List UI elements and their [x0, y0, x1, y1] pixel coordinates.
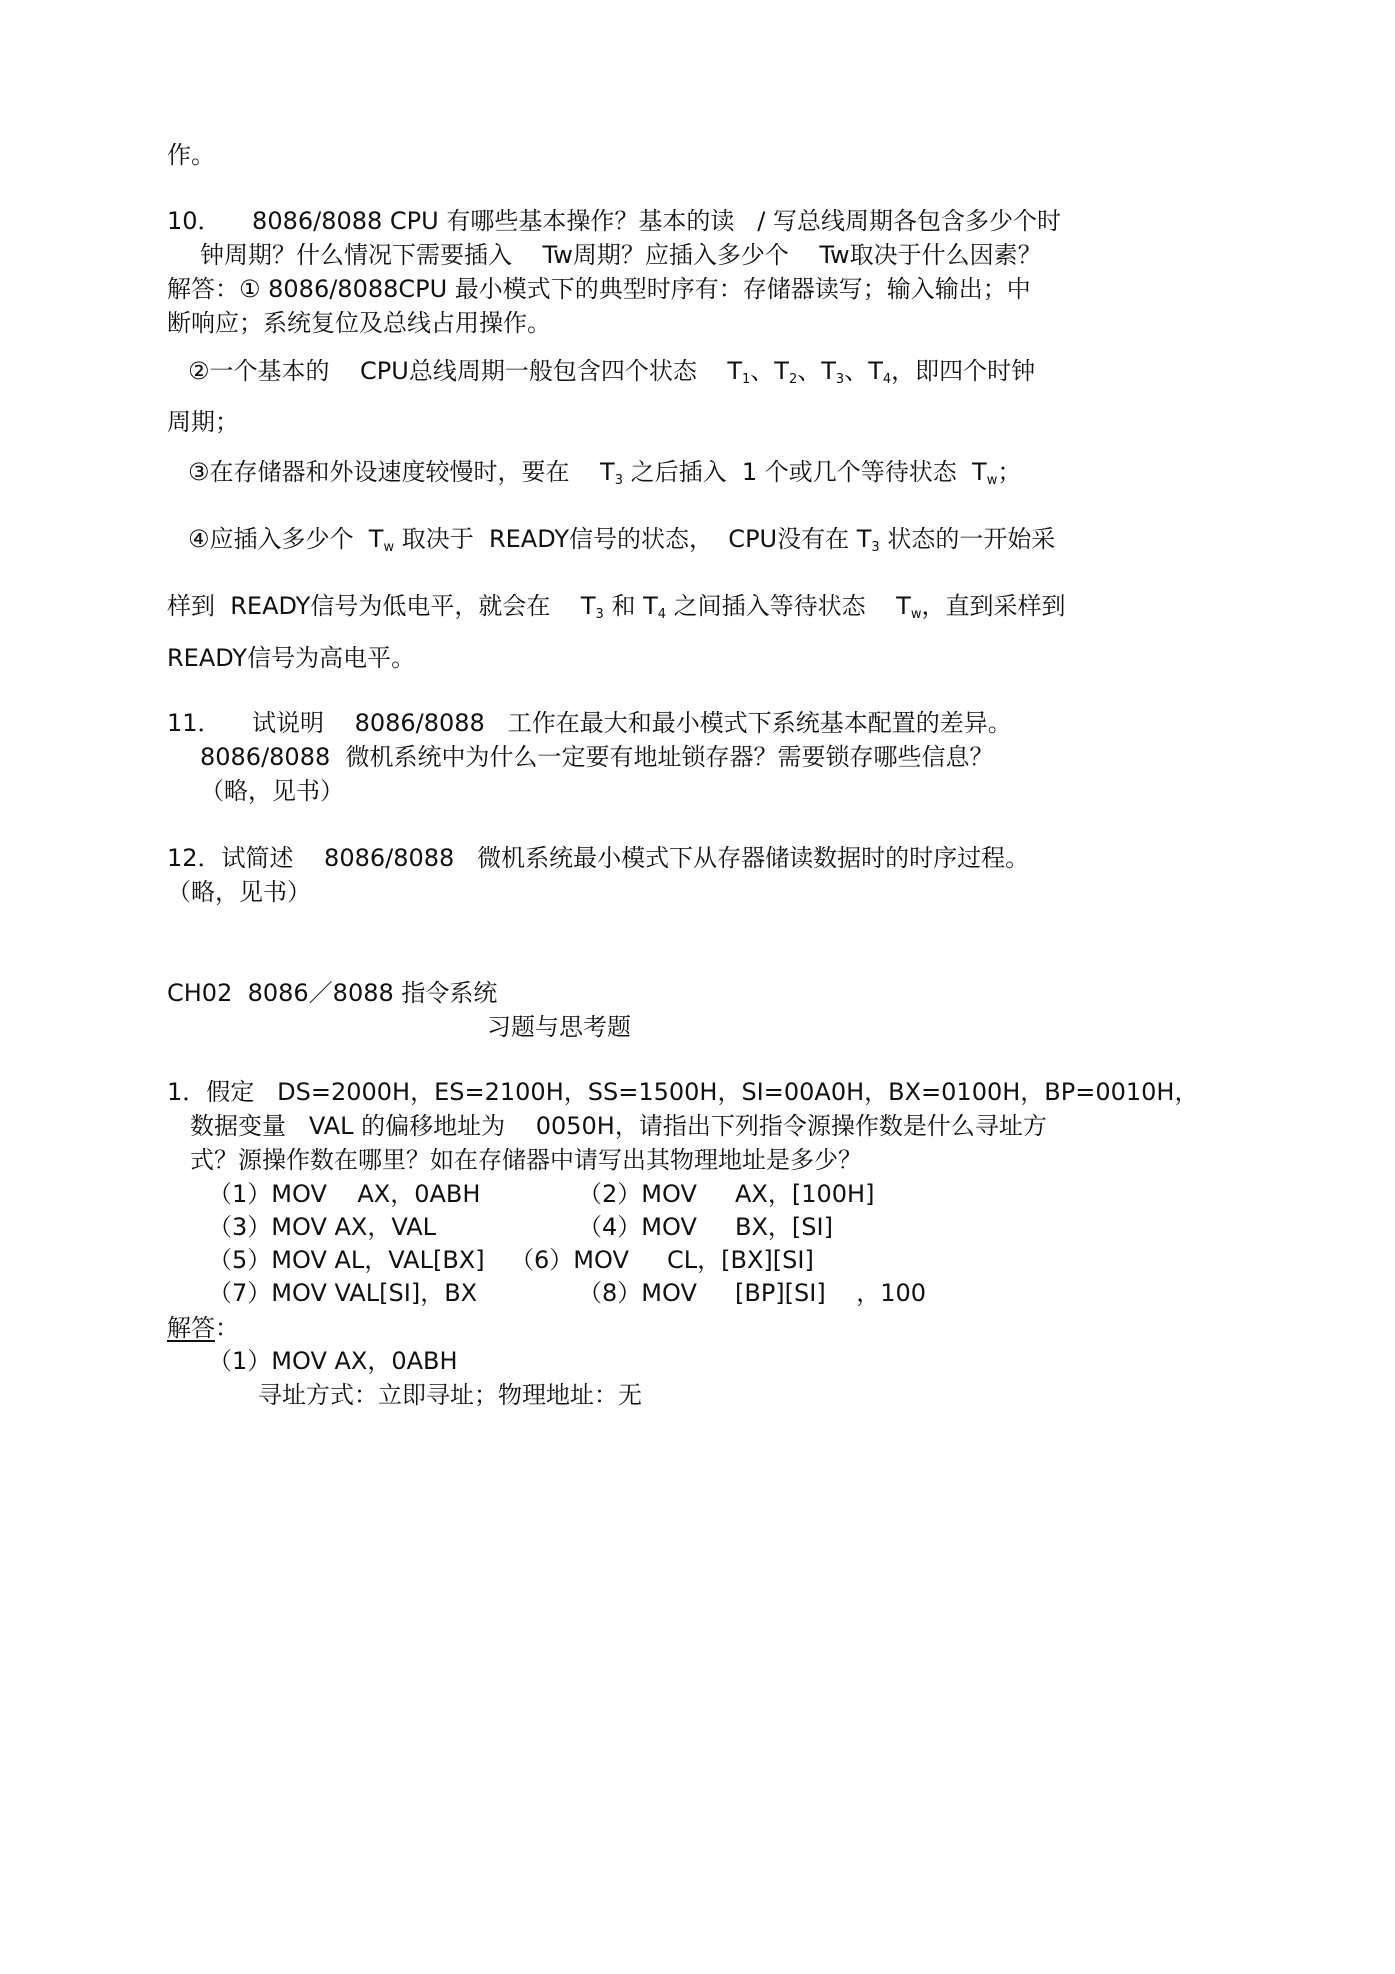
- q10-line1: 10． 8086/8088 CPU 有哪些基本操作？基本的读 / 写总线周期各包含多少个时: [167, 207, 1061, 235]
- q10-point3: ③在存储器和外设速度较慢时，要在 $T_3$ 之后插入 1 个或几个等待状态 $T_w$；: [188, 458, 1022, 488]
- q10-answer-line1: 解答：① 8086/8088CPU 最小模式下的典型时序有：存储器读写；输入输出；中: [167, 275, 1031, 303]
- instruction-item: （1）MOV AX，0ABH: [208, 1180, 481, 1208]
- q11-line2: 8086/8088 微机系统中为什么一定要有地址锁存器？需要锁存哪些信息？: [200, 743, 994, 771]
- ch02-q1-line3: 式？源操作数在哪里？如在存储器中请写出其物理地址是多少？: [190, 1146, 862, 1174]
- q10-line2: 钟周期？什么情况下需要插入 Tw周期？应插入多少个 Tw取决于什么因素？: [200, 241, 1042, 269]
- instruction-item: （5）MOV AL，VAL[BX]: [208, 1246, 485, 1274]
- answer-item-1-detail: 寻址方式：立即寻址；物理地址：无: [258, 1381, 642, 1409]
- answer-item-1: （1）MOV AX，0ABH: [208, 1347, 458, 1375]
- q10-point4: ④应插入多少个 $T_w$ 取决于 READY信号的状态， CPU没有在 $T_3$ 状态的一开始采: [188, 525, 1056, 555]
- q10-point2: ②一个基本的 CPU总线周期一般包含四个状态 $T_1$、$T_2$、$T_3$、$T_4$，即四个时钟: [188, 357, 1036, 387]
- answer-heading: 解答：: [167, 1314, 239, 1342]
- instruction-item: （2）MOV AX，[100H]: [578, 1180, 875, 1208]
- chapter-subtitle: 习题与思考题: [487, 1013, 631, 1041]
- q12-line1: 12．试简述 8086/8088 微机系统最小模式下从存器储读数据时的时序过程。: [167, 844, 1030, 872]
- instruction-item: （4）MOV BX，[SI]: [578, 1213, 833, 1241]
- answer-label: 解答: [167, 1314, 215, 1342]
- instruction-item: （3）MOV AX，VAL: [208, 1213, 437, 1241]
- instruction-item: （6）MOV CL，[BX][SI]: [510, 1246, 814, 1274]
- q10-answer-line2: 断响应；系统复位及总线占用操作。: [167, 309, 551, 337]
- top-fragment: 作。: [167, 141, 215, 169]
- q11-line1: 11． 试说明 8086/8088 工作在最大和最小模式下系统基本配置的差异。: [167, 709, 1012, 737]
- q10-point2-cont: 周期；: [167, 408, 239, 436]
- q10-point4-cont1: 样到 READY信号为低电平，就会在 $T_3$ 和 $T_4$ 之间插入等待状态 $T_w$，直到采样到: [167, 592, 1066, 622]
- q10-point4-cont2: READY信号为高电平。: [167, 644, 416, 672]
- chapter-title: CH02 8086／8088 指令系统: [167, 979, 498, 1007]
- q11-line3: （略，见书）: [200, 777, 344, 805]
- instruction-item: （8）MOV [BP][SI] ，100: [578, 1279, 927, 1307]
- ch02-q1-line2: 数据变量 VAL 的偏移地址为 0050H，请指出下列指令源操作数是什么寻址方: [190, 1112, 1047, 1140]
- q12-line2: （略，见书）: [167, 878, 311, 906]
- instruction-item: （7）MOV VAL[SI]，BX: [208, 1279, 478, 1307]
- ch02-q1-line1: 1．假定 DS=2000H，ES=2100H，SS=1500H，SI=00A0H，BX=0100H，BP=0010H，: [167, 1078, 1199, 1106]
